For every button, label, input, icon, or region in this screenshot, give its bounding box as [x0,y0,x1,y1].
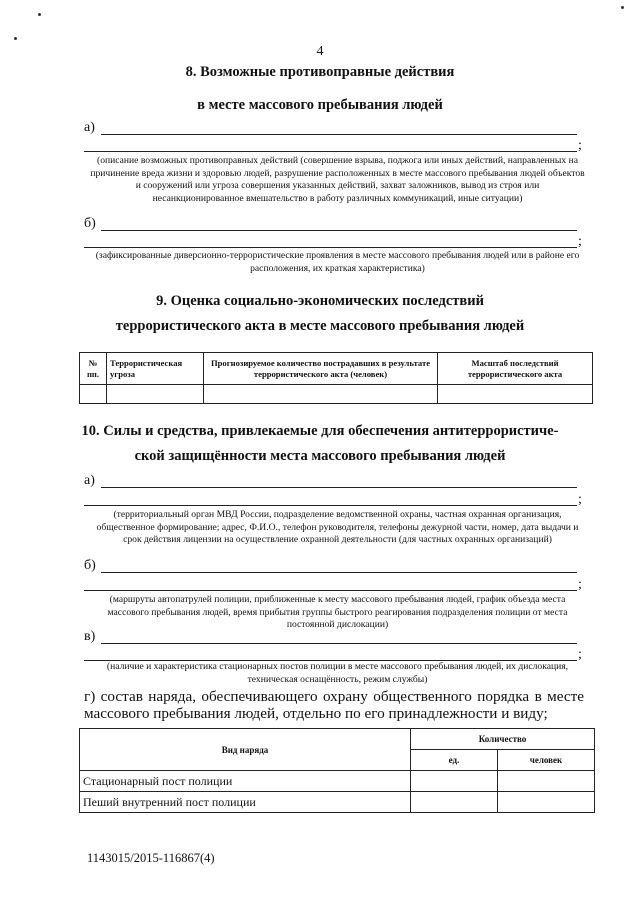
s10-v-note: (наличие и характеристика стационарных постов полиции в месте массового пребывания людей, их дислокация, техническая оснащённость, режим службы) [106,661,569,685]
s10-item-g-text: г) состав наряда, обеспечивающего охрану общественного порядка в месте массового пребывания людей, отдельно по его принадлежности и виду; [84,688,584,722]
s8-b-line1[interactable] [101,230,577,231]
table-row-label: Стационарный пост полиции [80,771,411,792]
table-cell[interactable] [411,792,498,813]
table-cell[interactable] [498,771,595,792]
s10-item-a-label: а) [84,473,95,488]
s10-v-line1[interactable] [101,643,577,644]
s8-a-note: (описание возможных противоправных действий (совершение взрыва, поджога или иных действий, направленных на причинение вреда жизни и здоровью людей, разрушение расположенных в месте массового пребывания людей объектов и сооружений или угроза совершения указанных действий, захват заложников, вывод из строя или несанкционированное вмешательство в работу различных коммуникаций, иные ситуации) [90,155,585,204]
col-header-detail-type: Вид наряда [80,729,411,771]
section-10-title-line1: 10. Силы и средства, привлекаемые для обеспечения антитеррористиче- [81,423,559,439]
s10-a-line2[interactable] [84,505,577,506]
col-header-scale: Масштаб последствий террористического акта [438,353,593,385]
page-number: 4 [316,44,324,59]
footer-document-code: 1143015/2015-116867(4) [87,851,215,865]
scan-speck [38,13,41,16]
section-10-title-line2: ской защищённости места массового пребывания людей [134,448,506,464]
police-detail-table [79,728,595,813]
s8-a-line1[interactable] [101,134,577,135]
s8-item-a-label: а) [84,120,95,135]
col-header-victims: Прогнозируемое количество пострадавших в результате террористического акта (человек) [204,353,438,385]
s10-b-line2[interactable] [84,590,577,591]
section-9-title-line1: 9. Оценка социально-экономических последствий [156,293,484,309]
col-header-quantity: Количество [411,729,595,750]
s10-v-semicolon: ; [578,647,582,662]
s8-item-b-label: б) [84,216,96,231]
section-9-title-line2: террористического акта в месте массового пребывания людей [115,318,525,334]
table-row-label: Пеший внутренний пост полиции [80,792,411,813]
table-cell[interactable] [107,385,204,404]
s8-b-semicolon: ; [578,234,582,249]
s8-b-note: (зафиксированные диверсионно-террористические проявления в месте массового пребывания людей или в районе его расположения, их краткая характеристика) [95,250,580,274]
col-header-people: человек [498,750,595,771]
s10-a-note: (территориальный орган МВД России, подразделение ведомственной охраны, частная охранная организация, общественное формирование; адрес, Ф.И.О., телефон руководителя, телефоны дежурной части, номер, дата выдачи и срок действия лицензии на осуществление охранной деятельности (для частных охранных организаций) [96,509,579,545]
scan-speck [621,6,624,9]
col-header-number: № пп. [80,353,107,385]
scan-speck [14,37,17,40]
s10-item-b-label: б) [84,558,96,573]
col-header-threat: Террористическая угроза [107,353,204,385]
section-8-title-line1: 8. Возможные противоправные действия [185,64,455,80]
s10-b-line1[interactable] [101,572,577,573]
consequences-table [79,352,593,404]
s10-item-v-label: в) [84,629,96,644]
s8-a-line2[interactable] [84,151,577,152]
table-cell[interactable] [438,385,593,404]
s8-b-line2[interactable] [84,247,577,248]
table-cell[interactable] [204,385,438,404]
s10-a-line1[interactable] [101,487,577,488]
s10-b-semicolon: ; [578,577,582,592]
col-header-units: ед. [411,750,498,771]
s8-a-semicolon: ; [578,138,582,153]
table-cell[interactable] [411,771,498,792]
table-cell[interactable] [498,792,595,813]
s10-a-semicolon: ; [578,492,582,507]
s10-b-note: (маршруты автопатрулей полиции, приближенные к месту массового пребывания людей, график объезда места массового пребывания людей, время прибытия группы быстрого реагирования подразделения полиции от места постоянной дислокации) [107,594,568,630]
section-8-title-line2: в месте массового пребывания людей [197,97,443,113]
table-cell[interactable] [80,385,107,404]
